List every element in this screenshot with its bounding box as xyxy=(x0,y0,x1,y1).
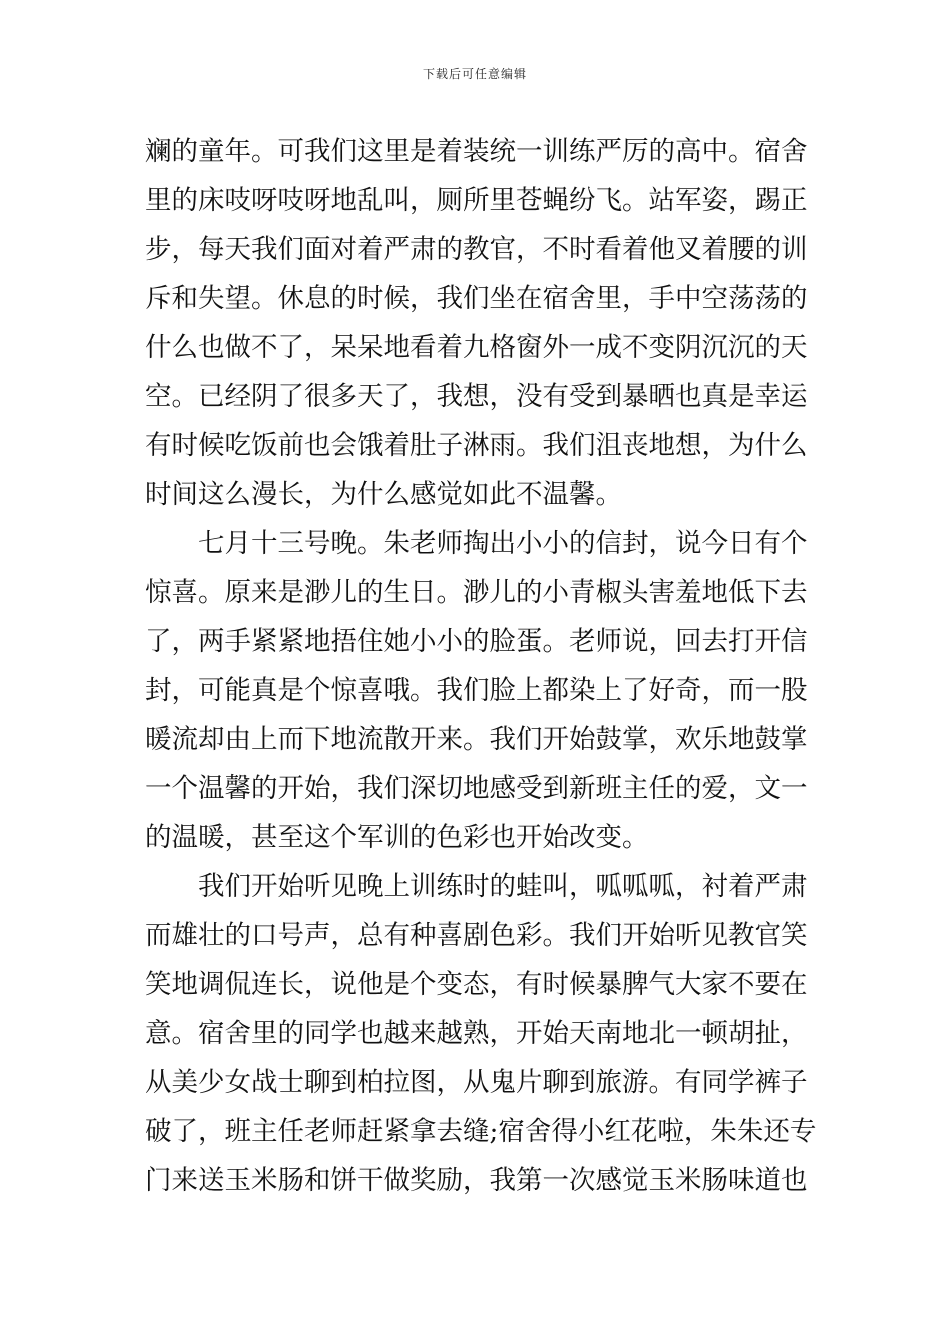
paragraph xyxy=(145,127,807,519)
text-line: 什么也做不了，呆呆地看着九格窗外一成不变阴沉沉的天 xyxy=(145,332,808,363)
paragraph xyxy=(145,862,817,1205)
text-line: 的温暖，甚至这个军训的色彩也开始改变。 xyxy=(145,822,649,853)
text-line: 一个温馨的开始，我们深切地感受到新班主任的爱，文一 xyxy=(145,773,808,804)
text-line: 封，可能真是个惊喜哦。我们脸上都染上了好奇，而一股 xyxy=(145,675,808,706)
text-line: 时间这么漫长，为什么感觉如此不温馨。 xyxy=(145,479,622,510)
text-line: 暖流却由上而下地流散开来。我们开始鼓掌，欢乐地鼓掌 xyxy=(145,724,808,755)
text-line: 步，每天我们面对着严肃的教官，不时看着他叉着腰的训 xyxy=(145,234,808,265)
text-line: 里的床吱呀吱呀地乱叫，厕所里苍蝇纷飞。站军姿，踢正 xyxy=(145,185,808,216)
text-line: 七月十三号晚。朱老师掏出小小的信封，说今日有个 xyxy=(198,528,808,559)
text-line: 门来送玉米肠和饼干做奖励，我第一次感觉玉米肠味道也 xyxy=(145,1165,808,1196)
text-line: 空。已经阴了很多天了，我想，没有受到暴晒也真是幸运 xyxy=(145,381,808,412)
document-body xyxy=(145,127,817,1205)
text-line: 了，两手紧紧地捂住她小小的脸蛋。老师说，回去打开信 xyxy=(145,626,808,657)
text-line: 有时候吃饭前也会饿着肚子淋雨。我们沮丧地想，为什么 xyxy=(145,430,808,461)
text-line: 而雄壮的口号声，总有种喜剧色彩。我们开始听见教官笑 xyxy=(145,920,808,951)
paragraph xyxy=(145,519,807,862)
page-header-note: 下载后可任意编辑 xyxy=(422,67,527,81)
text-line: 意。宿舍里的同学也越来越熟，开始天南地北一顿胡扯， xyxy=(145,1018,808,1049)
text-line: 斥和失望。休息的时候，我们坐在宿舍里，手中空荡荡的 xyxy=(145,283,808,314)
text-line: 我们开始听见晚上训练时的蛙叫，呱呱呱，衬着严肃 xyxy=(198,871,808,902)
text-line: 笑地调侃连长，说他是个变态，有时候暴脾气大家不要在 xyxy=(145,969,808,1000)
text-line: 惊喜。原来是渺儿的生日。渺儿的小青椒头害羞地低下去 xyxy=(145,577,808,608)
text-line: 从美少女战士聊到柏拉图，从鬼片聊到旅游。有同学裤子 xyxy=(145,1067,808,1098)
text-line: 破了，班主任老师赶紧拿去缝;宿舍得小红花啦，朱朱还专 xyxy=(145,1116,817,1147)
text-line: 斓的童年。可我们这里是着装统一训练严厉的高中。宿舍 xyxy=(145,136,808,167)
